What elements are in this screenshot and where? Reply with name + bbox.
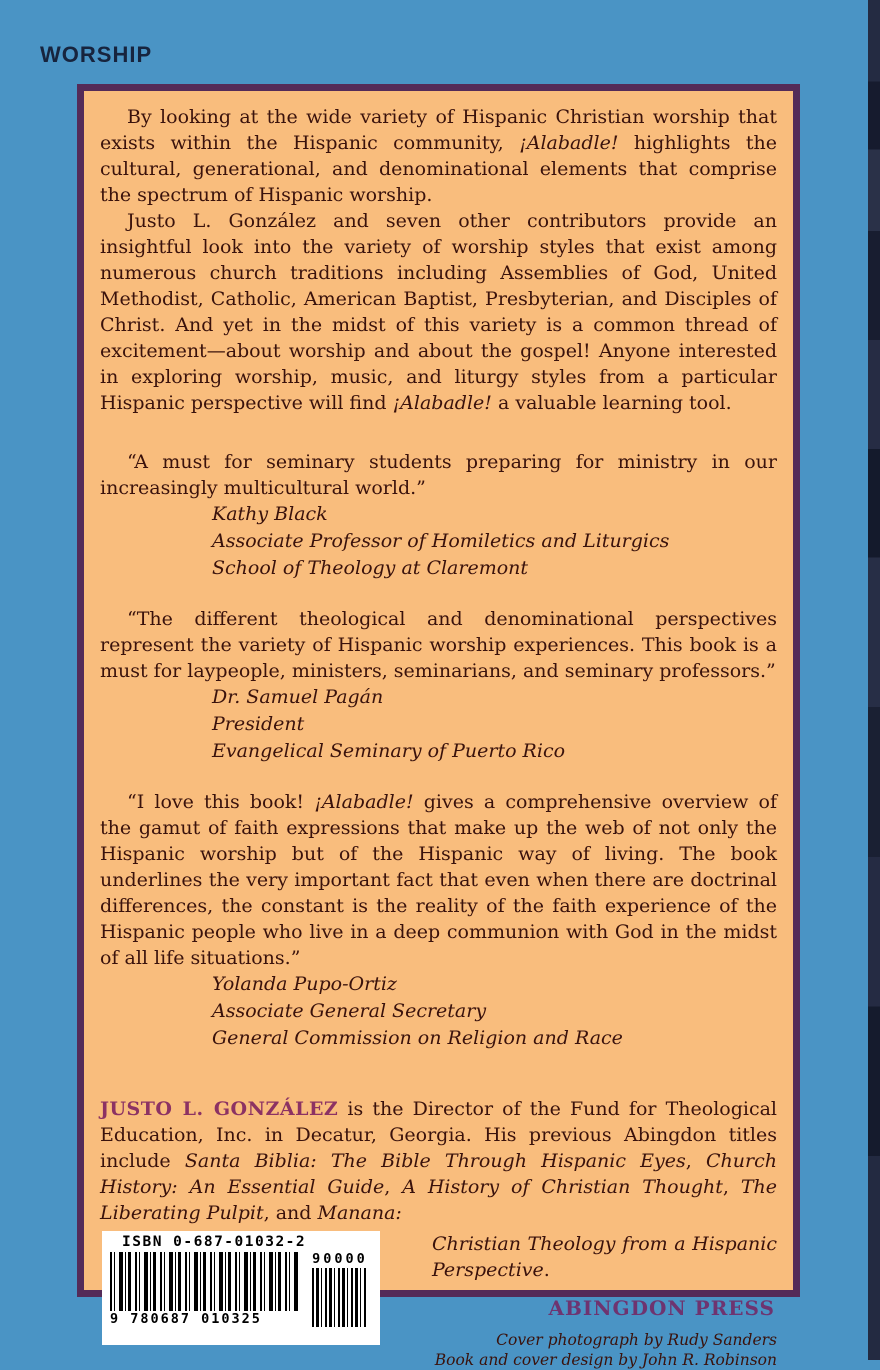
quote-attribution	[212, 684, 777, 765]
quote-attribution	[212, 501, 777, 582]
supplement-barcode-wrap	[312, 1252, 368, 1327]
bottom-row	[100, 1231, 777, 1370]
attribution-title: President	[212, 713, 305, 735]
description-paragraph-1: By looking at the wide variety of Hispanic Christian worship that exists within the Hispanic community, ¡Alabadle! highlights the cultural, generational, and denominational elements that comprise the spectrum of Hispanic worship.	[100, 106, 777, 206]
credits	[432, 1330, 777, 1370]
quote-text: “A must for seminary students preparing for ministry in our increasingly multicultural world.”	[100, 451, 777, 499]
supplement-barcode	[312, 1268, 368, 1327]
attribution-name: Dr. Samuel Pagán	[212, 686, 384, 708]
author-bio-section	[100, 1096, 777, 1370]
attribution-name: Yolanda Pupo-Ortiz	[212, 973, 397, 995]
credit-design: Book and cover design by John R. Robinson	[434, 1351, 777, 1369]
photo-edge-strip	[868, 0, 880, 1360]
attribution-org: Evangelical Seminary of Puerto Rico	[212, 740, 566, 762]
quote-text: “I love this book! ¡Alabadle! gives a comprehensive overview of the gamut of faith expressions that make up the web of not only the Hispanic worship but of the Hispanic way of living. The book underlines the very important fact that even when there are doctrinal differences, the constant is the reality of the faith experience of the Hispanic people who live in a deep communion with God in the midst of all life situations.”	[100, 791, 778, 969]
supplement-number: 90000	[312, 1251, 368, 1267]
category-label: WORSHIP	[40, 42, 153, 67]
attribution-title: Associate General Secretary	[212, 1000, 487, 1022]
ean-barcode	[110, 1252, 298, 1311]
barcode-row	[110, 1252, 372, 1327]
credit-photo: Cover photograph by Rudy Sanders	[496, 1331, 777, 1349]
ean-digits: 9 780687 010325	[110, 1311, 262, 1327]
attribution-name: Kathy Black	[212, 503, 328, 525]
author-bio-text: JUSTO L. GONZÁLEZ is the Director of the Fund for Theological Education, Inc. in Decatur, Georgia. His previous Abingdon titles include Santa Biblia: The Bible Through Hispanic Eyes, Church History: An Essential Guide, A History of Christian Thought, The Liberating Pulpit, and Manana:	[100, 1098, 777, 1224]
main-barcode-wrap	[110, 1252, 298, 1327]
bio-continuation-text: Christian Theology from a Hispanic Perspective.	[432, 1233, 777, 1281]
attribution-title: Associate Professor of Homiletics and Liturgics	[212, 530, 670, 552]
endorsement-quote-1	[100, 449, 777, 582]
endorsement-quote-3	[100, 789, 777, 1052]
isbn-label: ISBN 0-687-01032-2	[122, 1234, 307, 1250]
back-cover-panel	[77, 84, 800, 1369]
quote-attribution	[212, 971, 777, 1052]
bio-right-column	[380, 1231, 777, 1370]
attribution-org: School of Theology at Claremont	[212, 557, 529, 579]
endorsement-quote-2	[100, 606, 777, 765]
attribution-org: General Commission on Religion and Race	[212, 1027, 623, 1049]
quote-text: “The different theological and denominational perspectives represent the variety of Hispanic worship experiences. This book is a must for laypeople, ministers, seminarians, and seminary professors.”	[100, 608, 777, 682]
description-paragraph-2: Justo L. González and seven other contributors provide an insightful look into the variety of worship styles that exist among numerous church traditions including Assemblies of God, United Methodist, Catholic, American Baptist, Presbyterian, and Disciples of Christ. And yet in the midst of this variety is a common thread of excitement—about worship and about the gospel! Anyone interested in exploring worship, music, and liturgy styles from a particular Hispanic perspective will find ¡Alabadle! a valuable learning tool.	[100, 210, 777, 414]
barcode-box	[102, 1231, 380, 1345]
publisher-name: ABINGDON PRESS	[548, 1296, 775, 1320]
